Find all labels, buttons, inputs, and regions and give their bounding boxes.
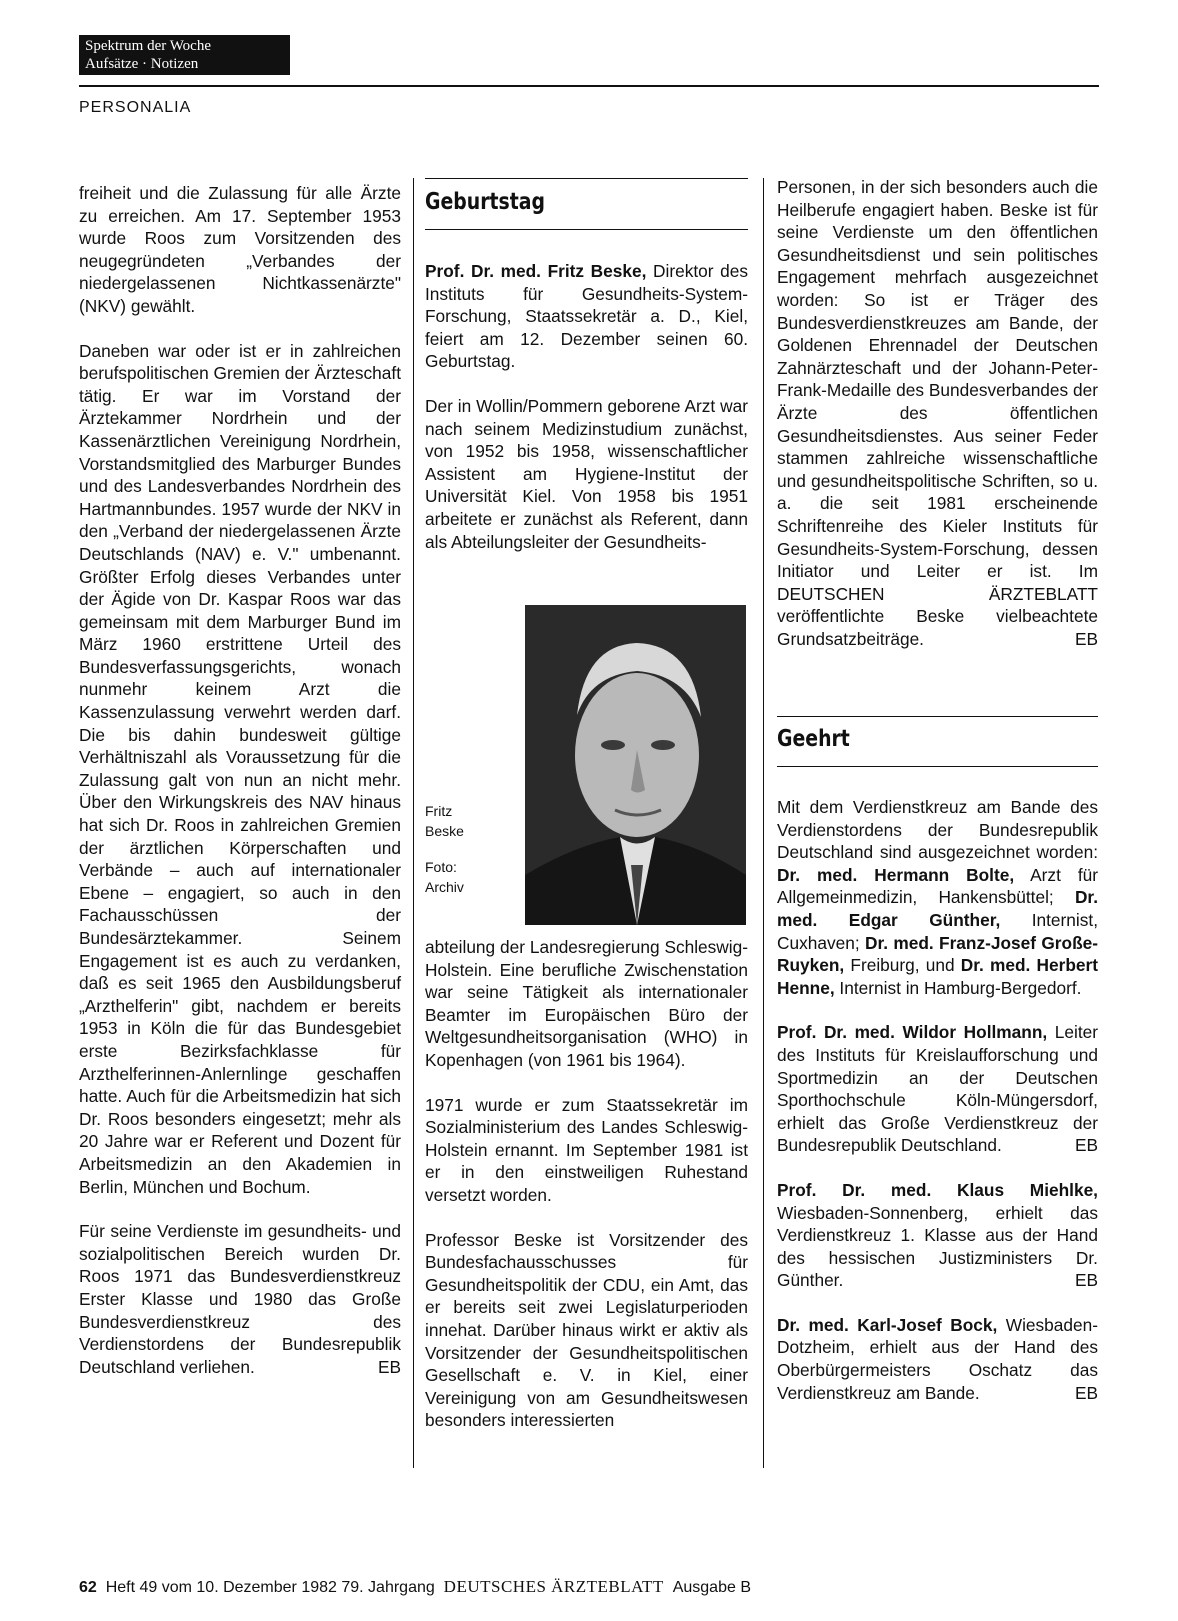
section-header-box xyxy=(79,35,290,75)
heading-rule-bottom xyxy=(425,229,748,230)
person-name: Dr. med. Edgar Günther, xyxy=(777,887,1098,930)
author-initials: EB xyxy=(1074,628,1098,649)
paragraph: Professor Beske ist Vorsitzender des Bundesfachausschusses für Gesundheitspolitik der CDU, ein Amt, das er bereits seit zwei Legislaturperioden innehat. Darüber hinaus wirkt er aktiv als Vorsitzender der Gesundheitspolitischen Gesellschaft e. V. in Kiel, einer Vereinigung von am Gesundheitswesen besonders interessierten xyxy=(425,1229,748,1431)
column-3-upper xyxy=(777,176,1098,672)
header-line-2: Aufsätze · Notizen xyxy=(85,56,199,72)
paragraph-text: Mit dem Verdienstkreuz am Bande des Verdienstordens der Bundesrepublik Deutschland sind ausgezeichnet worden: xyxy=(777,797,1098,863)
section-label: PERSONALIA xyxy=(79,99,192,116)
paragraph xyxy=(425,260,748,373)
portrait-illustration xyxy=(525,605,746,925)
paragraph-text: Internist in Hamburg-Bergedorf. xyxy=(834,977,1082,998)
paragraph xyxy=(79,1220,401,1378)
page-number: 62 xyxy=(79,1579,97,1596)
heading-geburtstag-wrap xyxy=(425,187,748,217)
column-divider-2 xyxy=(763,178,764,1468)
column-2-lower xyxy=(425,936,748,1454)
column-3-lower xyxy=(777,796,1098,1426)
paragraph-text: Personen, in der sich besonders auch die Heilberufe engagiert haben. Beske ist für seine Verdienste um den öffentlichen Gesundheitsdienst und sein politisches Engagement mehrfach ausgezeichnet worden: So ist er Träger des Bundesverdienstkreuzes am Bande, der Goldenen Ehrennadel der Deutschen Zahnärzteschaft und der Johann-Peter-Frank-Medaille des Bundesverbandes der Ärzte des öffentlichen Gesundheitsdienstes. Aus seiner Feder stammen zahlreiche wissenschaftliche und gesundheitspolitische Schriften, so u. a. die seit 1981 erscheinende Schriftenreihe des Kieler Instituts für Gesundheits-System-Forschung, dessen Initiator und Leiter er ist. Im DEUTSCHEN ÄRZTEBLATT veröffentlichte Beske vielbeachtete Grundsatzbeiträge. xyxy=(777,177,1098,649)
paragraph-text: Internist, Cuxhaven; xyxy=(777,909,1098,953)
heading-rule-top xyxy=(425,178,748,179)
author-initials: EB xyxy=(1074,1382,1098,1403)
journal-name: DEUTSCHES ÄRZTEBLATT xyxy=(443,1577,664,1596)
paragraph-text: Direktor des Instituts für Gesundheits-System-Forschung, Staatssekretär a. D., Kiel, feiert am 12. Dezember seinen 60. Geburtstag. xyxy=(425,261,748,372)
photo-credit xyxy=(425,857,515,897)
credit-source: Archiv xyxy=(425,879,464,895)
paragraph: Der in Wollin/Pommern geborene Arzt war nach seinem Medizinstudium zunächst, von 1952 bis 1958, wissenschaftlicher Assistent am Hygiene-Institut der Universität Kiel. Von 1958 bis 1951 arbeitete er zunächst als Referent, dann als Abteilungsleiter der Gesundheits- xyxy=(425,395,748,552)
heading-geehrt: Geehrt xyxy=(777,726,850,752)
person-name: Prof. Dr. med. Fritz Beske, xyxy=(425,261,647,281)
paragraph-text: Wiesbaden-Dotzheim, erhielt aus der Hand des Oberbürgermeisters Oschatz das Verdienstkreuz am Bande. xyxy=(777,1314,1098,1403)
heading-rule-top xyxy=(777,716,1098,717)
column-2-upper xyxy=(425,260,748,575)
paragraph: abteilung der Landesregierung Schleswig-Holstein. Eine berufliche Zwischenstation war seine Tätigkeit als internationaler Beamter im Europäischen Büro der Weltgesundheitsorganisation (WHO) in Kopenhagen (von 1961 bis 1964). xyxy=(425,937,748,1070)
author-initials: EB xyxy=(377,1356,401,1377)
paragraph: freiheit und die Zulassung für alle Ärzte zu erreichen. Am 17. September 1953 wurde Roos zum Vorsitzenden des neugegründeten „Verbandes der niedergelassenen Nichtkassenärzte" (NKV) gewählt. xyxy=(79,183,401,316)
paragraph xyxy=(777,176,1098,650)
heading-geehrt-wrap xyxy=(777,724,1098,754)
caption-name-first: Fritz xyxy=(425,803,453,819)
person-name: Dr. med. Herbert Henne, xyxy=(777,955,1099,998)
column-divider-1 xyxy=(413,178,414,1468)
paragraph-text: Freiburg, und xyxy=(844,955,961,976)
paragraph xyxy=(777,1021,1098,1157)
credit-label: Foto: xyxy=(425,859,457,875)
author-initials: EB xyxy=(1074,1135,1098,1156)
person-name: Prof. Dr. med. Wildor Hollmann, xyxy=(777,1022,1048,1043)
person-name: Dr. med. Karl-Josef Bock, xyxy=(777,1314,998,1335)
portrait-photo xyxy=(525,605,746,925)
column-1 xyxy=(79,182,401,1400)
person-name: Dr. med. Franz-Josef Große-Ruyken, xyxy=(777,932,1098,976)
author-initials: EB xyxy=(1074,1270,1098,1291)
header-rule xyxy=(79,85,1099,87)
edition-label: Ausgabe B xyxy=(672,1579,751,1596)
photo-caption xyxy=(425,801,515,841)
page-footer xyxy=(79,1577,751,1597)
paragraph-text: Für seine Verdienste im gesundheits- und sozialpolitischen Bereich wurden Dr. Roos 1971 das Bundesverdienstkreuz Erster Klasse und 1980 das Große Bundesverdienstkreuz des Verdienstordens der Bundesrepublik Deutschland verliehen. xyxy=(79,1221,401,1377)
heading-rule-bottom xyxy=(777,766,1098,767)
paragraph-text: Arzt für Allgemeinmedizin, Hankensbüttel; xyxy=(777,864,1098,908)
paragraph xyxy=(777,796,1098,999)
header-line-1: Spektrum der Woche xyxy=(85,38,211,54)
issue-info: Heft 49 vom 10. Dezember 1982 79. Jahrgang xyxy=(105,1579,435,1596)
paragraph-text: Wiesbaden-Sonnenberg, erhielt das Verdienstkreuz 1. Klasse aus der Hand des hessischen Justizministers Dr. Günther. xyxy=(777,1202,1098,1291)
photo-block xyxy=(425,605,748,925)
person-name: Prof. Dr. med. Klaus Miehlke, xyxy=(777,1179,1098,1200)
paragraph xyxy=(777,1314,1098,1404)
person-name: Dr. med. Hermann Bolte, xyxy=(777,864,1015,885)
paragraph: 1971 wurde er zum Staatssekretär im Sozialministerium des Landes Schleswig-Holstein ernannt. Im September 1981 ist er in den einstweiligen Ruhestand versetzt worden. xyxy=(425,1094,748,1205)
heading-geburtstag: Geburtstag xyxy=(425,189,545,215)
paragraph-text: Leiter des Instituts für Kreislaufforschung und Sportmedizin an der Deutschen Sporthochschule Köln-Müngersdorf, erhielt das Große Verdienstkreuz der Bundesrepublik Deutschland. xyxy=(777,1022,1098,1156)
paragraph xyxy=(777,1179,1098,1292)
paragraph: Daneben war oder ist er in zahlreichen berufspolitischen Gremien der Ärzteschaft tätig. Er war im Vorstand der Ärztekammer Nordrhein und der Kassenärztlichen Vereinigung Nordrhein, Vorstandsmitglied des Marburger Bundes und des Landesverbandes Nordrhein des Hartmannbundes. 1957 wurde der NKV in den „Verband der niedergelassenen Ärzte Deutschlands (NAV) e. V." umbenannt. Größter Erfolg dieses Verbandes unter der Ägide von Dr. Kaspar Roos war das gemeinsam mit dem Marburger Bund im März 1960 erstrittene Urteil des Bundesverfassungsgerichts, wonach nunmehr keinem Arzt die Kassenzulassung verwehrt werden darf. Die bis dahin bundesweit gültige Verhältniszahl als Voraussetzung für die Zulassung galt von nun an nicht mehr. Über den Wirkungskreis des NAV hinaus hat sich Dr. Roos in zahlreichen Gremien der ärztlichen Körperschaften und Verbände – auch auf internationaler Ebene – engagiert, so auch in den Fachausschüssen der Bundesärztekammer. Seinem Engagement ist es auch zu verdanken, daß es seit 1965 den Ausbildungsberuf „Arzthelferin" gibt, nachdem er bereits 1953 in Köln die für das Bundesgebiet erste Bezirksfachklasse für Arzthelferinnen-Anlernlinge geschaffen hatte. Auch für die Arbeitsmedizin hat sich Dr. Roos besonders eingesetzt; mehr als 20 Jahre war er Referent und Dozent für Arbeitsmedizin an den Akademien in Berlin, München und Bochum. xyxy=(79,340,401,1197)
caption-name-last: Beske xyxy=(425,823,464,839)
